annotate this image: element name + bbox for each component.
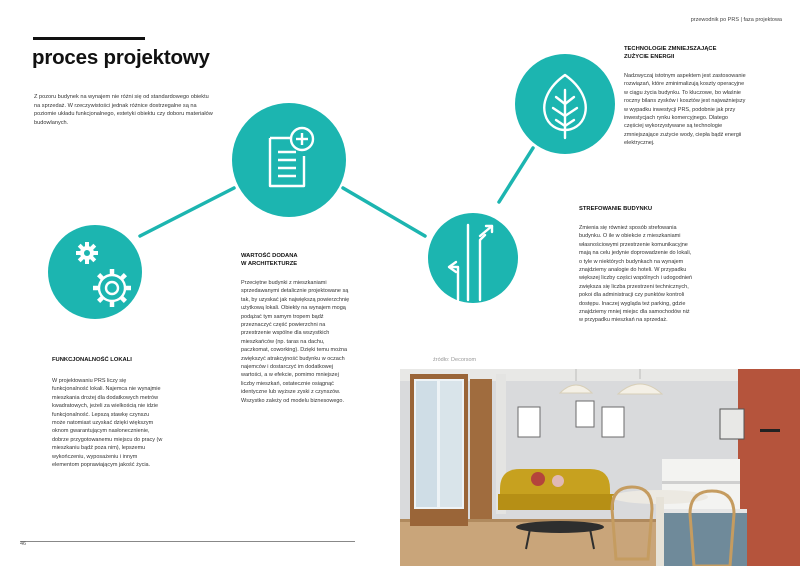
photo-credit: źródło: Decorsom [433, 357, 477, 363]
added-value-heading [241, 252, 351, 268]
technology-heading-line2: ZUŻYCIE ENERGII [624, 54, 675, 60]
technology-heading-line1: TECHNOLOGIE ZMNIEJSZAJĄCE [624, 46, 717, 52]
running-head: przewodnik po PRS | faza projektowa [690, 17, 782, 23]
intro-paragraph: Z pozoru budynek na wynajem nie różni się od standardowego obiektu na sprzedaż. W rzeczywistości jednak różnice dostrzegalne są na poziomie układu funkcjonalnego, estetyki obiektu czy doboru materiałów budowlanych. [34, 94, 213, 126]
page-title: proces projektowy [32, 46, 210, 69]
interior-photo [400, 369, 800, 566]
functionality-text: W projektowaniu PRS liczy się funkcjonalność lokali. Najemca nie wynajmie mieszkania drożej dla dodatkowych metrów kwadratowych, jeżeli za wielkością nie idzie funkcjonalność. Lepszą stawkę czynszu może natomiast uzyskać dzięki większym oknom gwarantującym nasłonecznienie, dobrze przygotowanemu miejscu do pracy (w mieszkaniu bądź poza nim), lepszemu wykończeniu, wyposażeniu i innym elementom poprawiającym jakość życia. [52, 378, 163, 469]
document-plus-icon [232, 103, 346, 217]
page-number: 46 [20, 541, 27, 547]
footer-rule [20, 541, 355, 542]
connector-line-3 [499, 148, 533, 202]
zoning-text: Zmienia się również sposób strefowania budynku. O ile w obiekcie z mieszkaniami własnościowymi przestrzenie komunikacyjne mają na celu jedynie doprowadzenie do lokali, o tyle w niektórych budynkach na wynajem znajdziemy analogie do hoteli. W przypadku większej liczby części wspólnych i udogodnień zwiększa się liczba przestrzeni technicznych, pokoi dla administracji czy punktów kontroli dostępu. Inaczej wygląda też parking, gdzie znajdziemy mniej miejsc dla samochodów niż w przypadku mieszkań na sprzedaż. [579, 225, 693, 324]
technology-heading [624, 45, 744, 61]
added-value-text: Przeciętne budynki z mieszkaniami sprzedawanymi detalicznie projektowane są tak, by uzyskać jak największą powierzchnię użytkową lokali. Obiekty na wynajem mogą podążać tym samym tropem bądź przeznaczyć część powierzchni na przestrzenie wspólne dla wszystkich mieszkańców (np. taras na dachu, paczkomat, coworking). Dzięki temu można zwiększyć atrakcyjność budynku w oczach najemców i dostarczyć im dodatkowej wartości, a w efekcie, pomimo mniejszej liczby mieszkań, ostatecznie osiągnąć identyczne lub wyższe zyski z czynszów. Wszystko zależy od modelu biznesowego. [241, 280, 350, 404]
added-value-heading-line2: W ARCHITEKTURZE [241, 261, 298, 267]
zoning-heading: STREFOWANIE BUDYNKU [579, 206, 653, 212]
added-value-heading-line1: WARTOŚĆ DODANA [241, 253, 298, 259]
leaf-icon [515, 54, 615, 154]
road-arrows-icon [428, 213, 518, 303]
connector-line-1 [140, 188, 234, 236]
gears-icon [48, 225, 142, 319]
functionality-heading: FUNKCJONALNOŚĆ LOKALI [52, 357, 132, 363]
technology-text: Nadzwyczaj istotnym aspektem jest zastosowanie rozwiązań, które zminimalizują koszty operacyjne w ciągu życia budynku. To kluczowe, bo właśnie roczny bilans zysków i kosztów jest najważniejszy w wypadku inwestycji PRS, podobnie jak przy inwestycjach rynku komercyjnego. Dlatego częściej wykorzystywane są technologie zmniejszające zużycie wody, ciepła bądź energii elektrycznej. [624, 73, 746, 147]
connector-line-2 [343, 188, 425, 236]
